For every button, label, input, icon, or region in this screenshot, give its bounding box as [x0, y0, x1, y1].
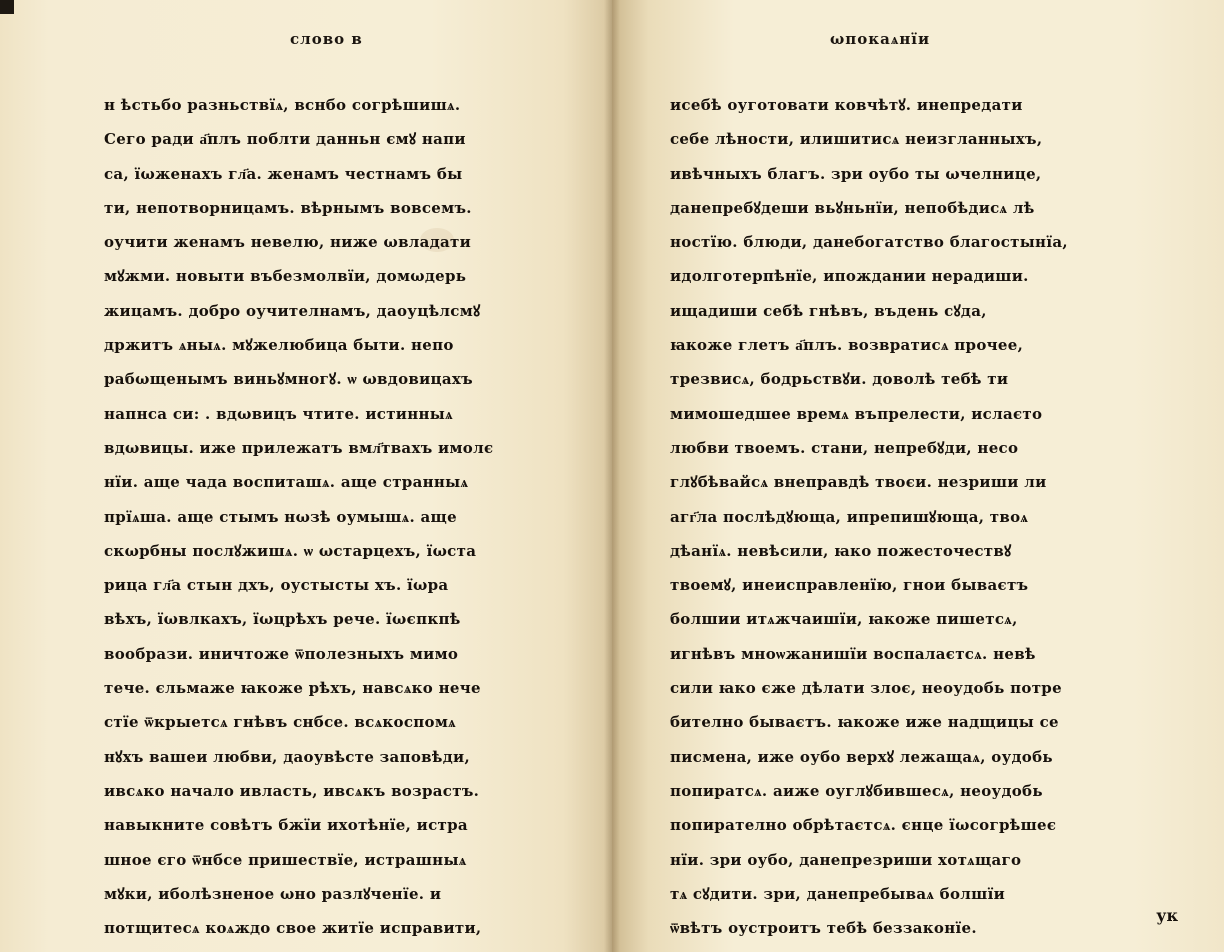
- text-line: прїѧша. аще стымъ нωзѣ оумышѧ. аще: [104, 507, 457, 526]
- text-line: данепребꙋдеши вьꙋньнїи, непобѣдисѧ лѣ: [670, 198, 1035, 217]
- text-line: агг҃ла послѣдꙋюща, ипрепишꙋюща, твоѧ: [670, 507, 1029, 526]
- text-line: твоемꙋ, инеисправленїю, гнои бываєтъ: [670, 576, 1029, 595]
- text-line: нїи. зри оубо, данепрезриши хотѧщаго: [670, 850, 1022, 869]
- text-line: скωрбны послꙋжишѧ. ѡ ωстарцехъ, їωста: [104, 541, 477, 560]
- text-line: мꙋки, иболѣзненое ωно разлꙋченїе. и: [104, 884, 442, 903]
- text-line: себе лѣности, илишитисѧ неизгланныхъ,: [670, 130, 1043, 149]
- text-line: рабωщенымъ виньꙋмногꙋ. ѡ ωвдовицахъ: [104, 370, 473, 389]
- text-line: попирателно обрѣтаєтсѧ. єнце їωсогрѣшеє: [670, 816, 1057, 835]
- text-line: нꙋхъ вашеи любви, даоувѣсте заповѣди,: [104, 747, 470, 766]
- page-number: ук: [1156, 906, 1178, 925]
- text-line: ѿвѣтъ оустроитъ тебѣ беззаконїе.: [670, 919, 977, 938]
- text-line: мꙋжми. новыти въбезмолвїи, домωдерь: [104, 267, 467, 286]
- text-line: навыкните совѣтъ бжїи ихотѣнїе, истра: [104, 816, 468, 835]
- right-page: [612, 0, 1224, 952]
- text-line: потщитесѧ коѧждо свое житїе исправити,: [104, 919, 482, 938]
- right-page-header: ωпокаѧнїи: [830, 30, 931, 48]
- left-page-text: [104, 88, 544, 945]
- text-line: сили ꙗко єже дѣлати злоє, неоудобь потре: [670, 679, 1062, 698]
- text-line: ностїю. блюди, данебогатство благостынїа,: [670, 233, 1068, 252]
- text-line: любви твоемъ. стани, непребꙋди, несо: [670, 438, 1019, 457]
- text-line: н ѣстьбо разньствїѧ, вснбо согрѣшишѧ.: [104, 96, 461, 114]
- right-page-text: [670, 88, 1150, 945]
- text-line: тѧ сꙋдити. зри, данепребываѧ болшїи: [670, 884, 1005, 903]
- text-line: попиратсѧ. аиже оуглꙋбившесѧ, неоудобь: [670, 781, 1043, 800]
- text-line: писмена, иже оубо верхꙋ лежащаѧ, оудобь: [670, 747, 1053, 766]
- text-line: оучити женамъ невелю, ниже ωвладати: [104, 233, 472, 252]
- text-line: игнѣвъ мноѡжанишїи воспалаєтсѧ. невѣ: [670, 644, 1036, 663]
- text-line: мимошедшее времѧ въпрелести, ислаєто: [670, 404, 1043, 423]
- text-line: болшии итѧжчаишїи, ꙗкоже пишетсѧ,: [670, 610, 1018, 629]
- text-line: држитъ ѧныѧ. мꙋжелюбица быти. непо: [104, 336, 454, 355]
- left-page-header: слово в: [290, 30, 363, 48]
- scan-corner: [0, 0, 14, 14]
- text-line: напнса си: . вдωвицъ чтите. истинныѧ: [104, 404, 453, 423]
- text-line: ивсѧко начало ивласть, ивсѧкъ возрастъ.: [104, 781, 480, 800]
- text-line: вообрази. иничтоже ѿполезныхъ мимо: [104, 644, 459, 663]
- text-line: дѣанїѧ. невѣсили, ꙗко пожесточествꙋ: [670, 541, 1012, 560]
- text-line: ивѣчныхъ благъ. зри оубо ты ωчелнице,: [670, 164, 1042, 183]
- text-line: жицамъ. добро оучителнамъ, даоуцѣлсмꙋ: [104, 301, 481, 320]
- text-line: вдωвицы. иже прилежатъ вмл҃твахъ имолє: [104, 438, 494, 457]
- text-line: са, їωженахъ гл҃а. женамъ честнамъ бы: [104, 164, 463, 183]
- book-gutter: [604, 0, 620, 952]
- text-line: ищадиши себѣ гнѣвъ, въдень сꙋда,: [670, 301, 987, 320]
- text-line: тече. єльмаже ꙗкоже рѣхъ, навсѧко нече: [104, 679, 481, 698]
- text-line: ти, непотворницамъ. вѣрнымъ вовсемъ.: [104, 198, 472, 217]
- text-line: нїи. аще чада воспиташѧ. аще странныѧ: [104, 473, 469, 492]
- text-line: бително бываєтъ. ꙗкоже иже надщицы се: [670, 713, 1059, 732]
- text-line: идолготерпѣнїе, ипождании нерадиши.: [670, 267, 1029, 286]
- text-line: ꙗкоже глетъ а҃плъ. возвратисѧ прочее,: [670, 336, 1024, 355]
- text-line: глꙋбѣвайсѧ внеправдѣ твоєи. незриши ли: [670, 473, 1047, 492]
- text-line: стїе ѿкрыетсѧ гнѣвъ снбсе. всѧкоспомѧ: [104, 713, 456, 732]
- text-line: Сего ради а҃плъ поблти данньн ємꙋ напи: [104, 130, 466, 149]
- text-line: шное єго ѿнбсе пришествїе, истрашныѧ: [104, 850, 467, 869]
- text-line: исебѣ оуготовати ковчѣтꙋ. инепредати: [670, 96, 1023, 114]
- text-line: трезвисѧ, бодрьствꙋи. доволѣ тебѣ ти: [670, 370, 1009, 389]
- text-line: вѣхъ, їωвлкахъ, їωцрѣхъ рече. їωєпкпѣ: [104, 610, 461, 629]
- text-line: рица гл҃а стын дхъ, оустысты хъ. їωра: [104, 576, 449, 595]
